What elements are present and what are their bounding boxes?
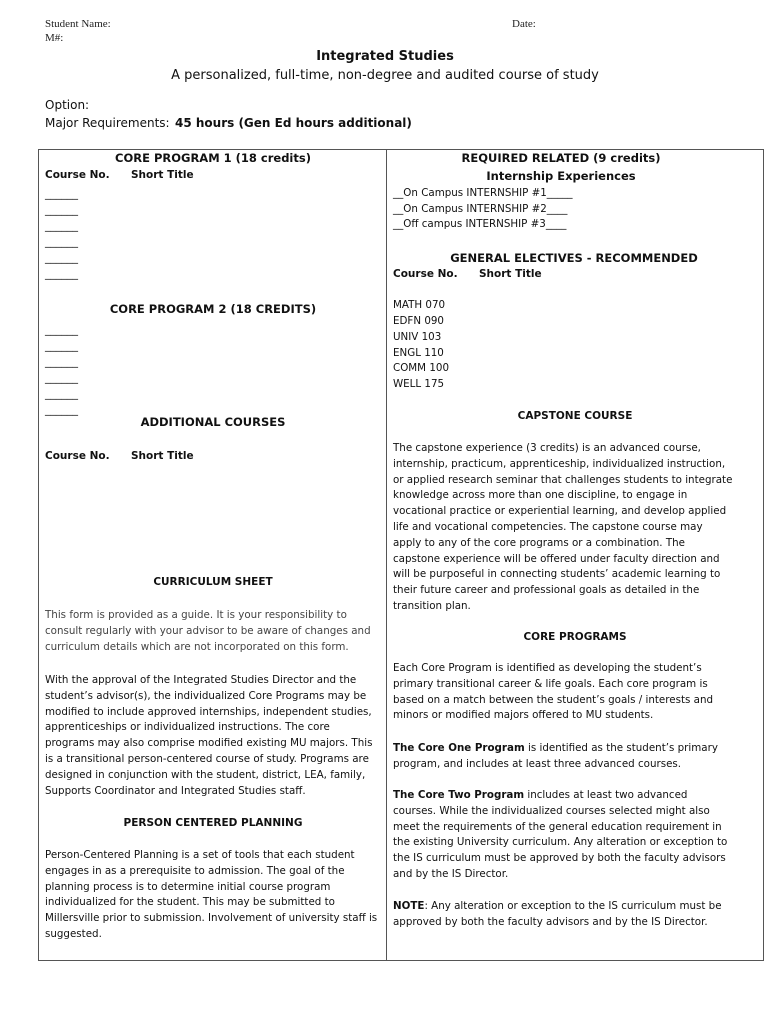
major-requirements-value: 45 hours (Gen Ed hours additional)	[175, 116, 412, 130]
elective-course: UNIV 103	[393, 331, 442, 343]
core1-course-blank[interactable]: ______	[45, 267, 78, 280]
core1-course-blank[interactable]: ______	[45, 251, 78, 264]
elective-course: EDFN 090	[393, 315, 444, 327]
note-label: NOTE	[393, 900, 425, 912]
required-related-heading: REQUIRED RELATED (9 credits)	[461, 151, 661, 165]
capstone-text: The capstone experience (3 credits) is an advanced course, internship, practicum, apprenticeship, individualized instruction, or applied research seminar that challenges students to integrate knowledge across more than one discipline, to engage in vocational practice or experiential learning, and develop applied life and vocational competencies. The capstone course may apply to any of the core programs or a combination. The capstone experience will be offered under faculty direction and will be purposeful in connecting students’ academic learning to their future career and professional goals as detailed in the transition plan.	[393, 442, 733, 612]
course-no-header: Course No.	[45, 169, 110, 181]
core2-course-blank[interactable]: ______	[45, 339, 78, 352]
elective-course: ENGL 110	[393, 347, 444, 359]
short-title-header: Short Title	[131, 169, 194, 181]
core2-course-blank[interactable]: ______	[45, 323, 78, 336]
person-centered-planning-text: Person-Centered Planning is a set of tools that each student engages in as a prerequisite to admission. The goal of the planning process is to determine initial course program individualized for the student. This may be submitted to Millersville prior to submission. Involvement of university staff is suggested.	[45, 849, 378, 940]
elective-course: WELL 175	[393, 378, 445, 390]
note-paragraph	[393, 899, 733, 931]
core2-course-blank[interactable]: ______	[45, 403, 78, 416]
m-number-label: M#:	[45, 32, 64, 44]
core2-course-blank[interactable]: ______	[45, 355, 78, 368]
core1-course-blank[interactable]: ______	[45, 235, 78, 248]
major-requirements-label: Major Requirements:	[45, 116, 170, 130]
internship-item[interactable]: __Off campus INTERNSHIP #3____	[393, 218, 567, 230]
capstone-course-heading: CAPSTONE COURSE	[517, 410, 633, 422]
core-two-text: includes at least two advanced courses. While the individualized courses selected might also meet the requirements of the general education requirement in the existing University curriculum. Any alteration or exception to the IS curriculum must be approved by both the faculty advisors and by the IS Director.	[393, 789, 728, 880]
page-title: Integrated Studies	[316, 49, 454, 64]
core1-course-blank[interactable]: ______	[45, 187, 78, 200]
core-one-text: is identified as the student’s primary program, and includes at least three advanced courses.	[393, 742, 718, 770]
column-divider	[386, 149, 387, 961]
core2-course-blank[interactable]: ______	[45, 387, 78, 400]
core-two-label: The Core Two Program	[393, 789, 525, 801]
option-label: Option:	[45, 98, 90, 112]
core-one-label: The Core One Program	[393, 742, 525, 754]
elective-course: MATH 070	[393, 299, 446, 311]
date-label: Date:	[512, 18, 536, 30]
curriculum-sheet-heading: CURRICULUM SHEET	[153, 576, 273, 588]
page-subtitle: A personalized, full-time, non-degree and audited course of study	[171, 68, 599, 83]
note-text: : Any alteration or exception to the IS curriculum must be approved by both the faculty advisors and by the IS Director.	[393, 900, 722, 928]
course-no-header: Course No.	[393, 268, 458, 280]
student-name-label: Student Name:	[45, 18, 111, 30]
additional-courses-heading: ADDITIONAL COURSES	[140, 415, 286, 429]
approval-text: With the approval of the Integrated Studies Director and the student’s advisor(s), the individualized Core Programs may be modified to include approved internships, independent studies, apprenticeships or individualized instructions. The core programs may also comprise modified existing MU majors. This is a transitional person-centered course of study. Programs are designed in conjunction with the student, district, LEA, family, Supports Coordinator and Integrated Studies staff.	[45, 674, 373, 797]
core-one-paragraph	[393, 741, 733, 773]
core2-course-blank[interactable]: ______	[45, 371, 78, 384]
core1-course-blank[interactable]: ______	[45, 203, 78, 216]
core-two-paragraph	[393, 788, 733, 883]
core-program-2-heading: CORE PROGRAM 2 (18 CREDITS)	[109, 302, 317, 316]
core-programs-heading: CORE PROGRAMS	[523, 631, 627, 643]
core-program-1-heading: CORE PROGRAM 1 (18 credits)	[115, 151, 311, 165]
internship-item[interactable]: __On Campus INTERNSHIP #1_____	[393, 187, 573, 199]
elective-course: COMM 100	[393, 362, 449, 374]
course-no-header: Course No.	[45, 450, 110, 462]
core-programs-text: Each Core Program is identified as developing the student’s primary transitional career & life goals. Each core program is based on a match between the student’s goals / interests and minors or modified majors offered to MU students.	[393, 662, 714, 722]
core1-course-blank[interactable]: ______	[45, 219, 78, 232]
short-title-header: Short Title	[131, 450, 194, 462]
internship-item[interactable]: __On Campus INTERNSHIP #2____	[393, 203, 568, 215]
short-title-header: Short Title	[479, 268, 542, 280]
person-centered-planning-heading: PERSON CENTERED PLANNING	[123, 817, 303, 829]
internship-experiences-heading: Internship Experiences	[486, 169, 636, 183]
general-electives-heading: GENERAL ELECTIVES - RECOMMENDED	[450, 251, 698, 265]
curriculum-guide-text: This form is provided as a guide. It is your responsibility to consult regularly with your advisor to be aware of changes and curriculum details which are not incorporated on this form.	[45, 609, 371, 653]
